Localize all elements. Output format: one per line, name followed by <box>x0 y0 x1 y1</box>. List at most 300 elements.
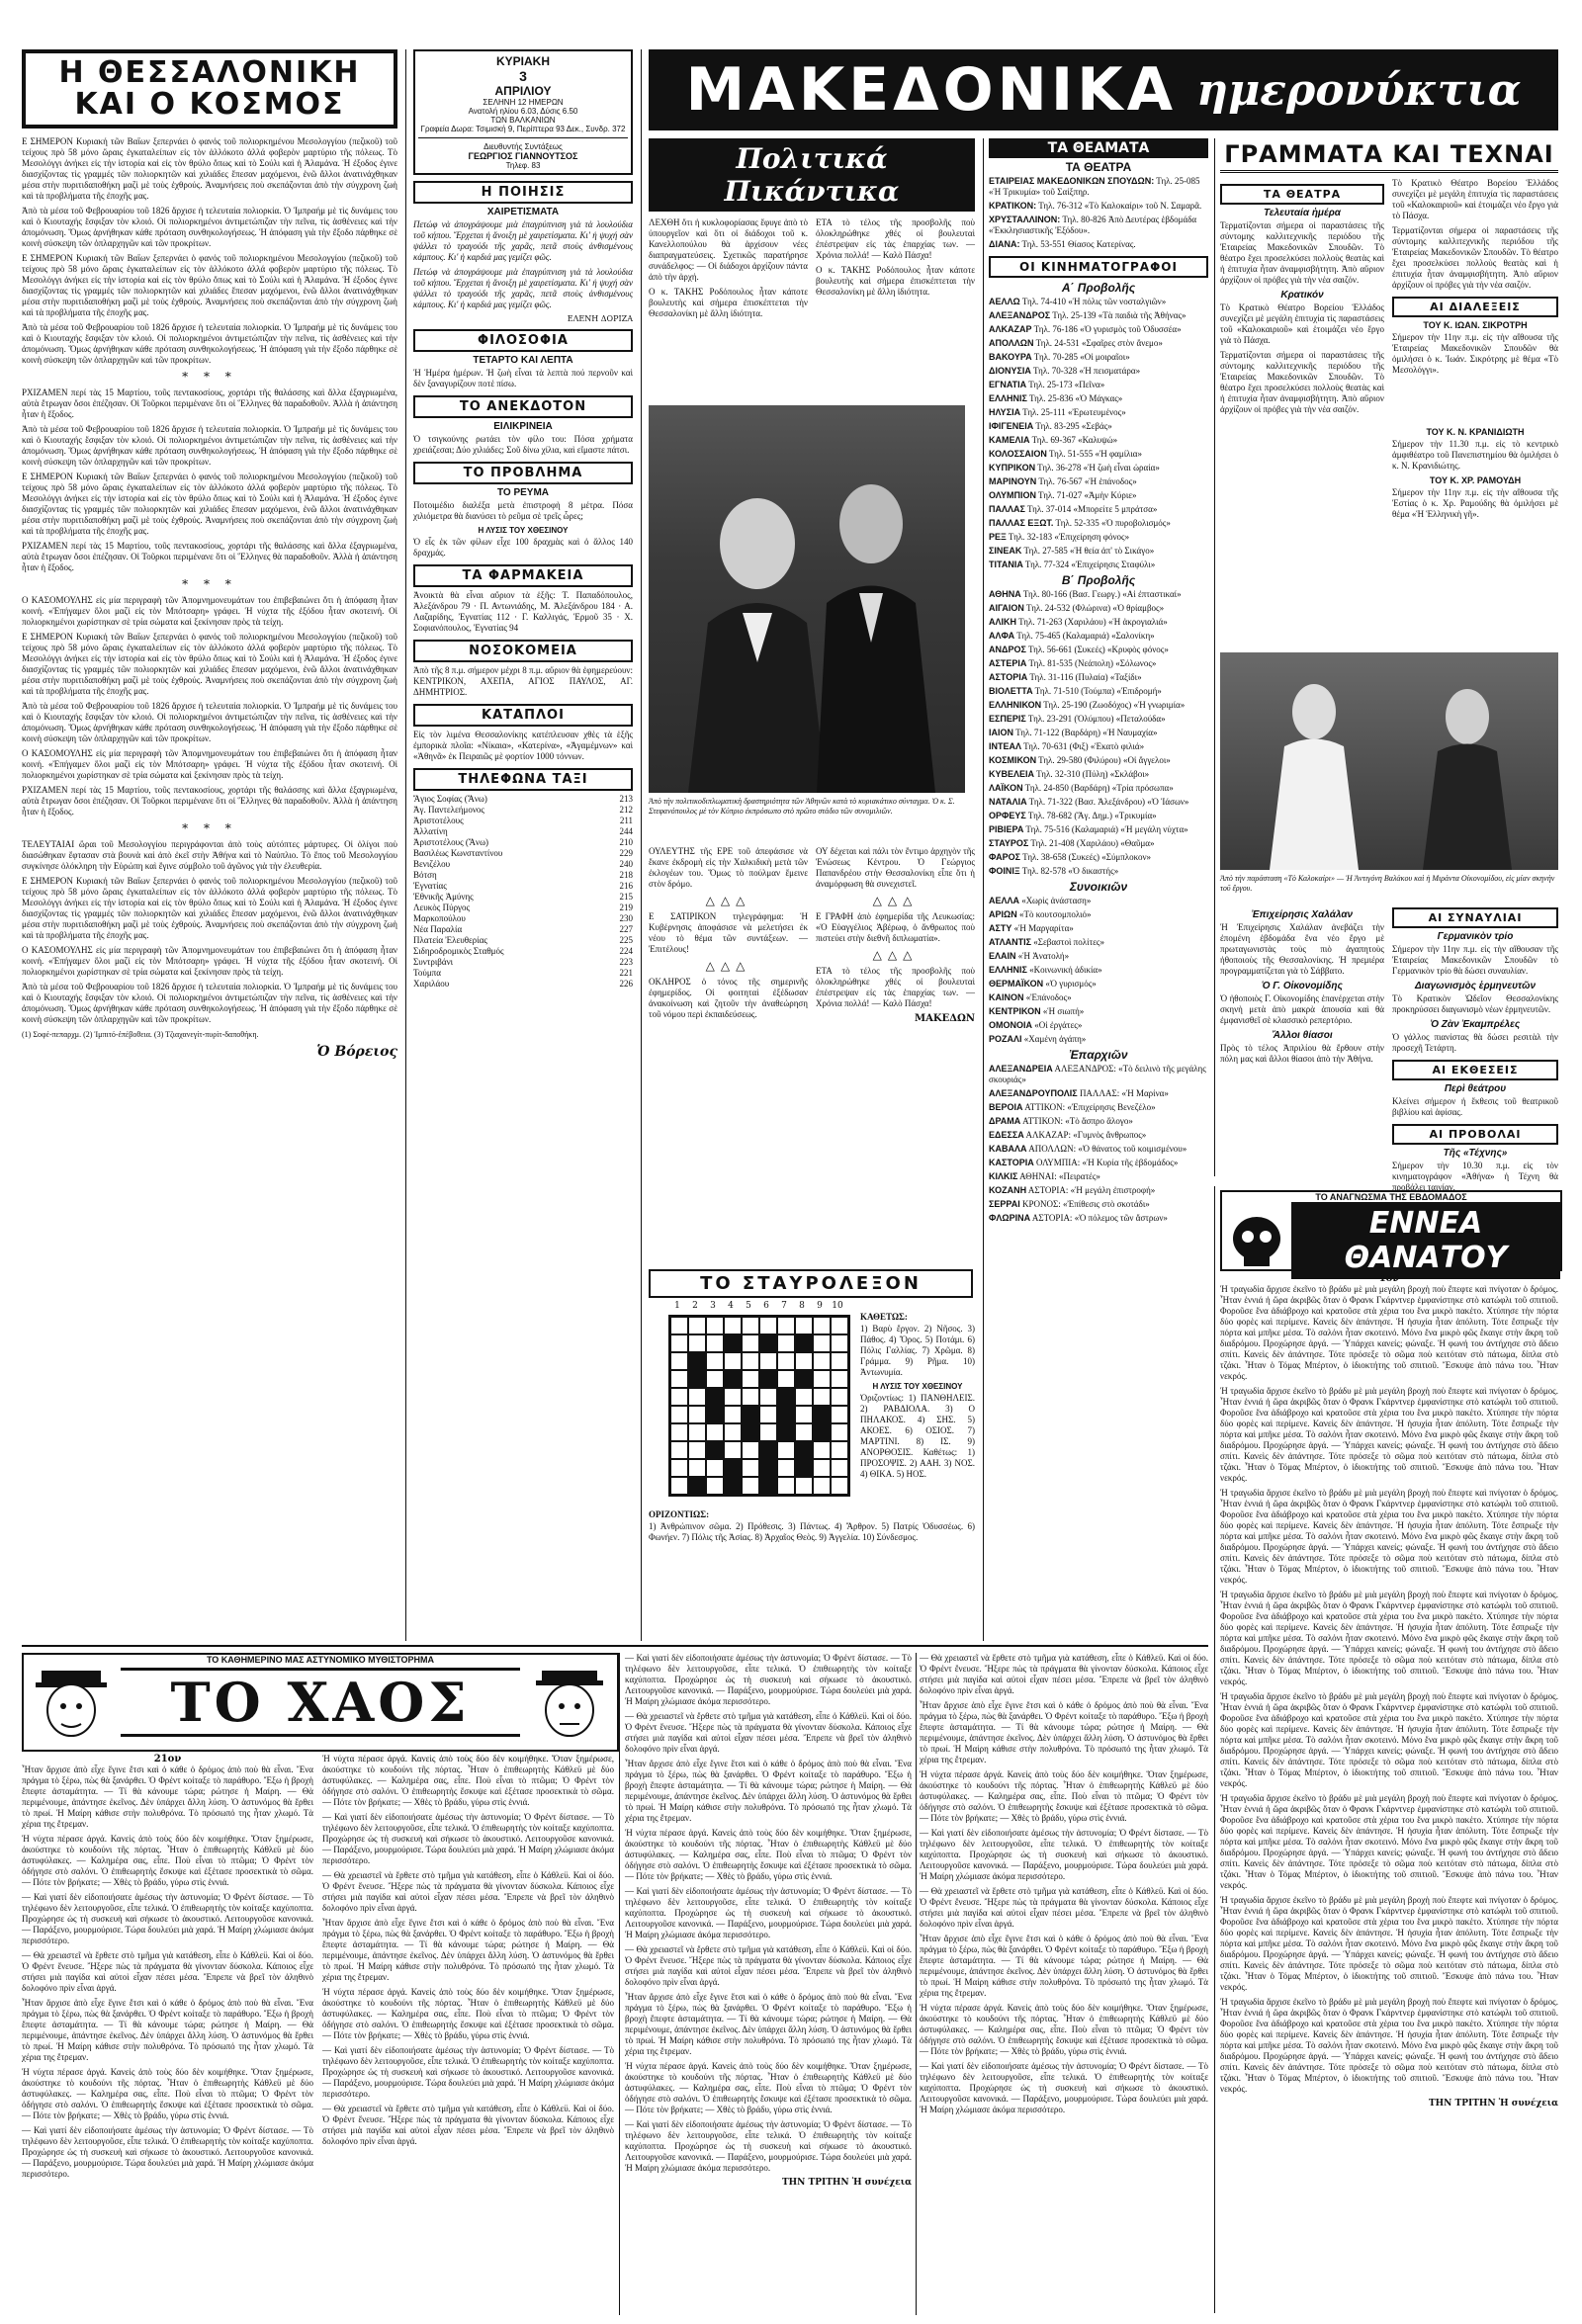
problem-body: Ποτοιμέδιο διαλέξα μετὰ ἐπιστροφὴ 8 μέτρα. Πόσα χιλιόμετρα θὰ διανύσει τὸ ρεῦμα σὲ τρεῖς ὧρες; <box>413 500 633 521</box>
crossword-cell[interactable] <box>670 1388 688 1406</box>
crossword-cell[interactable] <box>831 1388 848 1406</box>
crossword-cell[interactable] <box>759 1441 777 1459</box>
cinema-entry-details: Τηλ. 25-173 «Πεῖνα» <box>1026 380 1105 389</box>
section-header-anecdote: ΤΟ ΑΝΕΚΔΟΤΟΝ <box>413 395 633 418</box>
crossword-cell[interactable] <box>831 1334 848 1352</box>
cinema-entry-details: «Κοινωνική ἀδικία» <box>1026 965 1102 975</box>
crossword-cell[interactable] <box>670 1352 688 1370</box>
cinema-entry-name: ΚΟΖΑΝΗ <box>989 1185 1027 1195</box>
crossword-cell[interactable] <box>706 1334 724 1352</box>
crossword-cell[interactable] <box>706 1388 724 1406</box>
taxi-stand: Ἀγ. Παντελεήμονος <box>413 805 484 815</box>
cinema-entry <box>989 951 1208 962</box>
cinema-entry-details: «Χωρὶς ἀνάσταση» <box>1019 896 1092 905</box>
poem-body: Πετώφ νὰ ἀπογράψουμε μιὰ ἐπαγρύπνιση γιὰ τὰ λουλούδια τοῦ κήπου. Ἔρχεται ἡ ἄνοιξη μὲ χαιρετίσματα. Κι' ἡ ψυχή σὰν ψάλλει τὸ τραγούδι τῆς χαρᾶς, πετᾶ στοὺς ἀνθισμένους κάμπους. Κι' ἡ καρδιά μας γεμίζει φῶς. <box>413 267 633 309</box>
arts-paragraph: Ὁ ἠθοποιὸς Γ. Οἰκονομίδης ἐπανέρχεται στὴν σκηνὴ μετὰ ἀπὸ μακρὰ ἀπουσία καὶ θὰ ἐμφανισθεῖ σὲ κλασσικὸ ρεπερτόριο. <box>1220 993 1384 1025</box>
masthead-title-a: ΜΑΚΕΔΟΝΙΚΑ <box>685 55 1178 125</box>
cinema-entry-details: ΚΡΟΝΟΣ: «Ἐπίθεσις στὸ σκοτάδι» <box>1019 1199 1150 1209</box>
crossword-cell[interactable] <box>813 1406 831 1423</box>
crossword-cell[interactable] <box>670 1406 688 1423</box>
section-header-pharmacies: ΤΑ ΦΑΡΜΑΚΕΙΑ <box>413 564 633 587</box>
taxi-row <box>413 859 633 870</box>
crossword-cell[interactable] <box>706 1423 724 1441</box>
poem-subtitle: ΧΑΙΡΕΤΙΣΜΑΤΑ <box>486 207 560 217</box>
serial-left-col-c <box>625 1653 912 2315</box>
clue-label-horizontal: ΟΡΙΖΟΝΤΙΩΣ: <box>649 1509 710 1519</box>
taxi-stand: Σιδηροδρομικὸς Σταθμός <box>413 946 504 956</box>
serial-right-title: ΕΝΝΕΑ ΘΑΝΑΤΟΥ <box>1291 1202 1560 1279</box>
neighborhood-list <box>989 896 1208 1045</box>
crossword-clues-right <box>860 1305 975 1503</box>
cinema-entry <box>989 1006 1208 1017</box>
serial-paragraph: — Καὶ γιατί δὲν εἰδοποιήσατε ἀμέσως τὴν ἀστυνομία; Ὁ Φρέντ δίστασε. — Τὸ τηλέφωνο δὲν λειτουργοῦσε, εἶπε τελικά. Ὁ ἐπιθεωρητὴς τὸν κοίταξε καχύποπτα. Προχώρησε ὡς τὴ συσκευὴ καὶ σήκωσε τὸ ἀκουστικό. Λειτουργοῦσε κανονικά. — Παράξενο, μουρμούρισε. Τώρα δουλεύει μιὰ χαρά. Ἡ Μαίρη χλώμιασε ἀκόμα περισσότερο. <box>625 1886 912 1939</box>
political-paragraph: Ε ΣΑΤΙΡΙΚΟΝ τηλεγράφημα: Ἡ Κυβέρνησις ἀποφάσισε νὰ μελετήσει ἐκ νέου τὸ θέμα τῶν συντάξεων. — Ἐπιτέλους! <box>649 911 808 954</box>
crossword-cell[interactable] <box>724 1477 742 1495</box>
cinema-entry <box>989 824 1208 835</box>
crossword-cell[interactable] <box>724 1317 742 1334</box>
crossword-cell[interactable] <box>670 1477 688 1495</box>
cinema-entry <box>989 700 1208 711</box>
cinema-entry-details: «Χαμένη ἀγάπη» <box>1021 1034 1087 1044</box>
cinema-entry <box>989 686 1208 697</box>
taxi-stand: Βενιζέλου <box>413 859 451 869</box>
crossword-cell[interactable] <box>742 1406 759 1423</box>
arts-subtitle: Ἐπιχείρησις Χαλάλαν <box>1251 909 1354 920</box>
crossword-cell[interactable] <box>777 1441 795 1459</box>
crossword-cell[interactable] <box>759 1352 777 1370</box>
crossword-cell[interactable] <box>795 1352 813 1370</box>
crossword-cell[interactable] <box>742 1459 759 1477</box>
crossword-cell[interactable] <box>706 1370 724 1388</box>
cinema-entry-name: ΗΛΥΣΙΑ <box>989 407 1021 417</box>
serial-paragraph: Ἡ τραγωδία ἄρχισε ἐκεῖνο τὸ βράδυ μὲ μιὰ μεγάλη βροχὴ ποὺ ἔπεφτε καὶ πνίγοταν ὁ δρόμος. Ἦταν ἑννιά ἡ ὥρα ἀκριβῶς ὅταν ὁ Φρανκ Γκάρντνερ ἐμφανίστηκε στὸ κατώφλι τοῦ σπιτιοῦ. Φοροῦσε ἕνα ἀδιάβροχο καὶ κρατοῦσε στὰ χέρια του ἕνα μικρὸ πακέτο. Χτύπησε τὴν πόρτα δύο φορὲς καὶ περίμενε. Κανεὶς δὲν ἀπάντησε. Ἡ ἡσυχία ἦταν ἀπόλυτη. Τότε ἔσπρωξε τὴν πόρτα καὶ μπῆκε μέσα. Τὸ σαλόνι ἦταν σκοτεινό. Μόνο ἕνα μικρὸ φῶς ἔκαιγε στὴν ἄκρη τοῦ διαδρόμου. Προχώρησε ἀργά. — Ὑπάρχει κανείς; φώναξε. Ἡ φωνή του ἀντήχησε στὸ ἄδειο σπίτι. Κανεὶς δὲν ἀπάντησε. Τότε πρόσεξε τὸ σῶμα ποὺ κειτόταν στὸ πάτωμα, δίπλα στὸ τζάκι. Ἦταν ὁ Τόμας Μπέρτον, ὁ ἰδιοκτήτης τοῦ σπιτιοῦ. Ἔσκυψε ἀπὸ πάνω του. Ἦταν νεκρός. <box>1220 1386 1558 1483</box>
cinema-entry-details: ΑΠΟΛΛΩΝ: «Ὁ θάνατος τοῦ κοιμισμένου» <box>1026 1144 1187 1154</box>
crossword-cell[interactable] <box>795 1459 813 1477</box>
crossword-cell[interactable] <box>724 1352 742 1370</box>
crossword-column-number: 7 <box>781 1301 787 1311</box>
taxi-stand: Πλατεία Ἐλευθερίας <box>413 935 487 945</box>
crossword-cell[interactable] <box>813 1423 831 1441</box>
cinema-entry-details: Τηλ. 25-190 (Ζωοδόχος) «Ἡ γνωριμία» <box>1041 700 1186 710</box>
crossword-cell[interactable] <box>759 1423 777 1441</box>
cinema-entry-details: Τηλ. 80-166 (Βασ. Γεωργ.) «Αἱ ἐπταστικαί» <box>1020 589 1182 599</box>
screening-title: Τῆς «Τέχνης» <box>1443 1148 1508 1159</box>
dateline-sun: Ανατολή ηλίου 6.03, Δύσις 6.50 <box>468 107 578 116</box>
cinema-entry-name: ΔΡΑΜΑ <box>989 1116 1021 1126</box>
crossword-cell[interactable] <box>724 1370 742 1388</box>
crossword-cell[interactable] <box>759 1406 777 1423</box>
section-divider: * * * <box>182 577 237 591</box>
cinema-entry-details: Τηλ. 76-186 «Ὁ γυρισμὸς τοῦ Ὀδυσσέα» <box>1031 324 1182 334</box>
serial-paragraph: Ἡ τραγωδία ἄρχισε ἐκεῖνο τὸ βράδυ μὲ μιὰ μεγάλη βροχὴ ποὺ ἔπεφτε καὶ πνίγοταν ὁ δρόμος. Ἦταν ἑννιά ἡ ὥρα ἀκριβῶς ὅταν ὁ Φρανκ Γκάρντνερ ἐμφανίστηκε στὸ κατώφλι τοῦ σπιτιοῦ. Φοροῦσε ἕνα ἀδιάβροχο καὶ κρατοῦσε στὰ χέρια του ἕνα μικρὸ πακέτο. Χτύπησε τὴν πόρτα δύο φορὲς καὶ περίμενε. Κανεὶς δὲν ἀπάντησε. Ἡ ἡσυχία ἦταν ἀπόλυτη. Τότε ἔσπρωξε τὴν πόρτα καὶ μπῆκε μέσα. Τὸ σαλόνι ἦταν σκοτεινό. Μόνο ἕνα μικρὸ φῶς ἔκαιγε στὴν ἄκρη τοῦ διαδρόμου. Προχώρησε ἀργά. — Ὑπάρχει κανείς; φώναξε. Ἡ φωνή του ἀντήχησε στὸ ἄδειο σπίτι. Κανεὶς δὲν ἀπάντησε. Τότε πρόσεξε τὸ σῶμα ποὺ κειτόταν στὸ πάτωμα, δίπλα στὸ τζάκι. Ἦταν ὁ Τόμας Μπέρτον, ὁ ἰδιοκτήτης τοῦ σπιτιοῦ. Ἔσκυψε ἀπὸ πάνω του. Ἦταν νεκρός. <box>1220 1691 1558 1788</box>
crossword-cell[interactable] <box>795 1477 813 1495</box>
section-header-problem: ΤΟ ΠΡΟΒΛΗΜΑ <box>413 462 633 484</box>
crossword-cell[interactable] <box>777 1352 795 1370</box>
cinema-entry <box>989 490 1208 501</box>
taxi-phone: 229 <box>619 848 633 858</box>
problem-answer: Ὁ εἷς ἐκ τῶν φίλων εἶχε 100 δραχμὰς καὶ ὁ ἄλλος 140 δραχμάς. <box>413 537 633 558</box>
theater-entry <box>989 239 1208 250</box>
crossword-cell[interactable] <box>777 1477 795 1495</box>
cinema-entry <box>989 435 1208 446</box>
cinema-entry <box>989 923 1208 934</box>
crossword-cell[interactable] <box>795 1317 813 1334</box>
cinema-entry <box>989 797 1208 808</box>
crossword-cell[interactable] <box>777 1423 795 1441</box>
taxi-phone: 218 <box>619 870 633 880</box>
crossword-cell[interactable] <box>724 1423 742 1441</box>
crossword-cell[interactable] <box>706 1459 724 1477</box>
crossword-cell[interactable] <box>706 1477 724 1495</box>
cinema-entry-name: ΚΟΛΟΣΣΑΙΟΝ <box>989 449 1047 459</box>
serial-paragraph: — Καὶ γιατί δὲν εἰδοποιήσατε ἀμέσως τὴν ἀστυνομία; Ὁ Φρέντ δίστασε. — Τὸ τηλέφωνο δὲν λειτουργοῦσε, εἶπε τελικά. Ὁ ἐπιθεωρητὴς τὸν κοίταξε καχύποπτα. Προχώρησε ὡς τὴ συσκευὴ καὶ σήκωσε τὸ ἀκουστικό. Λειτουργοῦσε κανονικά. — Παράξενο, μουρμούρισε. Τώρα δουλεύει μιὰ χαρά. Ἡ Μαίρη χλώμιασε ἀκόμα περισσότερο. <box>625 1653 912 1706</box>
section-header-hospitals: ΝΟΣΟΚΟΜΕΙΑ <box>413 640 633 662</box>
cinema-entry-details: Τηλ. 71-322 (Βασ. Ἀλεξάνδρου) «Ὁ Ἰάσων» <box>1026 797 1189 807</box>
cinema-entry-details: ΑΛΕΞΑΝΔΡΟΣ: «Τὸ δειλινὸ τῆς μεγάλης σκουριάς» <box>989 1064 1206 1084</box>
crossword-cell[interactable] <box>688 1441 706 1459</box>
cinema-entry <box>989 546 1208 557</box>
crossword-cell[interactable] <box>688 1352 706 1370</box>
section-header-poem: Η ΠΟΙΗΣΙΣ <box>413 181 633 204</box>
crossword-cell[interactable] <box>688 1370 706 1388</box>
cinema-entry <box>989 352 1208 363</box>
serial-paragraph: Ἡ νύχτα πέρασε ἀργά. Κανεὶς ἀπὸ τοὺς δύο δὲν κοιμήθηκε. Ὅταν ξημέρωσε, ἀκούστηκε τὸ κουδούνι τῆς πόρτας. Ἦταν ὁ ἐπιθεωρητὴς Κάθλεϋ μὲ δύο ἀστυφύλακες. — Καλημέρα σας, εἶπε. Ποὺ εἶναι τὸ πτῶμα; Ὁ Φρέντ τὸν ὁδήγησε στὸ σαλόνι. Ὁ ἐπιθεωρητὴς ἔσκυψε καὶ ἐξέτασε προσεκτικὰ τὸ σῶμα. — Πότε τὸν βρήκατε; — Χθὲς τὸ βράδυ, γύρω στὶς ἑννιά. <box>920 2003 1208 2056</box>
cinema-entry-name: ΕΛΛΗΝΙΚΟΝ <box>989 700 1042 710</box>
crossword-cell[interactable] <box>831 1477 848 1495</box>
serial-paragraph: Ἦταν ἄρχισε ἀπὸ εἶχε ἕγινε ἕτσι καὶ ὁ κάθε ὁ δρόμος ἀπὸ ποὺ θὰ εἶναι. Ἔνα πράγμα τὸ ξέρω, πὼς θὰ ξανάρθει. Ὁ Φρέντ κοίταξε τὸ παράθυρο. Ἔξω ἡ βροχὴ ἔπεφτε ἀσταμάτητα. — Τί θὰ κάνουμε τώρα; ρώτησε ἡ Μαίρη. — Θὰ περιμένουμε, ἀπάντησε ἐκεῖνος. Δὲν ὑπάρχει ἄλλη λύση. Ὁ ἀστυνόμος θὰ ἔρθει τὸ πρωί. Ἡ Μαίρη κάθισε στὴν πολυθρόνα. Τὸ πρόσωπό της ἦταν χλωμό. Τὰ χέρια της ἔτρεμαν. <box>920 1700 1208 1765</box>
cinema-entry-details: ΑΘΗΝΑΙ: «Πειρατές» <box>1017 1171 1100 1181</box>
cinema-entry-details: «Ὁ γυρισμός» <box>1043 979 1097 989</box>
crossword-cell[interactable] <box>670 1334 688 1352</box>
crossword-cell[interactable] <box>777 1388 795 1406</box>
crossword-cell[interactable] <box>742 1423 759 1441</box>
taxi-row <box>413 957 633 968</box>
cinema-entry <box>989 937 1208 948</box>
poem-body: Πετώφ νὰ ἀπογράψουμε μιὰ ἐπαγρύπνιση γιὰ τὰ λουλούδια τοῦ κήπου. Ἔρχεται ἡ ἄνοιξη μὲ χαιρετίσματα. Κι' ἡ ψυχή σὰν ψάλλει τὸ τραγούδι τῆς χαρᾶς, πετᾶ στοὺς ἀνθισμένους κάμπους. Κι' ἡ καρδιά μας γεμίζει φῶς. <box>413 219 633 262</box>
crossword-cell[interactable] <box>742 1370 759 1388</box>
taxi-phone: 226 <box>619 979 633 989</box>
cinema-entry-details: ΑΛΚΑΖΑΡ: «Γυμνὸς ἄνθρωπος» <box>1023 1130 1147 1140</box>
crossword-column-number: 3 <box>710 1301 716 1311</box>
crossword-cell[interactable] <box>831 1441 848 1459</box>
crossword-cell[interactable] <box>759 1334 777 1352</box>
section-header-political: Πολιτικά Πικάντικα <box>649 138 975 212</box>
taxi-phone: 216 <box>619 881 633 891</box>
taxi-phone: 224 <box>619 946 633 956</box>
divider <box>418 137 628 138</box>
concert-body: Ὁ γάλλος πιανίστας θὰ δώσει ρεσιτὰλ τὴν προσεχῆ Τετάρτη. <box>1392 1032 1558 1053</box>
clue-label-vertical: ΚΑΘΕΤΩΣ: <box>860 1312 908 1322</box>
crossword-cell[interactable] <box>777 1317 795 1334</box>
column-rule <box>1214 1186 1215 2313</box>
serial-paragraph: — Καὶ γιατί δὲν εἰδοποιήσατε ἀμέσως τὴν ἀστυνομία; Ὁ Φρέντ δίστασε. — Τὸ τηλέφωνο δὲν λειτουργοῦσε, εἶπε τελικά. Ὁ ἐπιθεωρητὴς τὸν κοίταξε καχύποπτα. Προχώρησε ὡς τὴ συσκευὴ καὶ σήκωσε τὸ ἀκουστικό. Λειτουργοῦσε κανονικά. — Παράξενο, μουρμούρισε. Τώρα δουλεύει μιὰ χαρά. Ἡ Μαίρη χλώμιασε ἀκόμα περισσότερο. <box>920 2061 1208 2114</box>
crossword-numbers <box>668 1301 846 1311</box>
serial-paragraph: Ἡ τραγωδία ἄρχισε ἐκεῖνο τὸ βράδυ μὲ μιὰ μεγάλη βροχὴ ποὺ ἔπεφτε καὶ πνίγοταν ὁ δρόμος. Ἦταν ἑννιά ἡ ὥρα ἀκριβῶς ὅταν ὁ Φρανκ Γκάρντνερ ἐμφανίστηκε στὸ κατώφλι τοῦ σπιτιοῦ. Φοροῦσε ἕνα ἀδιάβροχο καὶ κρατοῦσε στὰ χέρια του ἕνα μικρὸ πακέτο. Χτύπησε τὴν πόρτα δύο φορὲς καὶ περίμενε. Κανεὶς δὲν ἀπάντησε. Ἡ ἡσυχία ἦταν ἀπόλυτη. Τότε ἔσπρωξε τὴν πόρτα καὶ μπῆκε μέσα. Τὸ σαλόνι ἦταν σκοτεινό. Μόνο ἕνα μικρὸ φῶς ἔκαιγε στὴν ἄκρη τοῦ διαδρόμου. Προχώρησε ἀργά. — Ὑπάρχει κανείς; φώναξε. Ἡ φωνή του ἀντήχησε στὸ ἄδειο σπίτι. Κανεὶς δὲν ἀπάντησε. Τότε πρόσεξε τὸ σῶμα ποὺ κειτόταν στὸ πάτωμα, δίπλα στὸ τζάκι. Ἦταν ὁ Τόμας Μπέρτον, ὁ ἰδιοκτήτης τοῦ σπιτιοῦ. Ἔσκυψε ἀπὸ πάνω του. Ἦταν νεκρός. <box>1220 1590 1558 1686</box>
cinema-entry-details: ΑΣΤΟΡΙΑ: «Ὁ πόλεμος τῶν ἄστρων» <box>1030 1213 1168 1223</box>
poet-name: ΕΛΕΝΗ ΔΟΡΙΖΑ <box>567 314 633 323</box>
crossword-cell[interactable] <box>813 1441 831 1459</box>
political-paragraph: Ο κ. ΤΑΚΗΣ Ροδόπουλος ἦταν κάποτε βουλευτὴς καὶ σήμερα ἐπισκέπτεται τὴν Θεσσαλονίκη μὲ ἄλλη ἰδιότητα. <box>816 265 975 297</box>
cinema-entry-name: ΑΣΤΥ <box>989 923 1012 933</box>
cinema-entry-details: Τηλ. 75-516 (Καλαμαριά) «Ἡ μεγάλη νύχτα» <box>1023 824 1188 834</box>
cinema-entry <box>989 909 1208 920</box>
crossword-column-number: 8 <box>799 1301 805 1311</box>
arts-paragraph: Τερματίζονται σήμερα οἱ παραστάσεις τῆς σύντομης καλλιτεχνικῆς περιόδου τῆς Ἑταιρείας Μακεδονικῶν Σπουδῶν. Τὸ θέατρο ἔχει προσελκύσει πολλοὺς θεατὰς καὶ ἡ ἐπιτυχία ἦταν ἀναμφισβήτητη. Ἀπὸ αὔριον ἀρχίζουν οἱ πρόβες γιὰ τὴν νέα σαιζόν. <box>1392 225 1558 290</box>
serial-paragraph: — Καὶ γιατί δὲν εἰδοποιήσατε ἀμέσως τὴν ἀστυνομία; Ὁ Φρέντ δίστασε. — Τὸ τηλέφωνο δὲν λειτουργοῦσε, εἶπε τελικά. Ὁ ἐπιθεωρητὴς τὸν κοίταξε καχύποπτα. Προχώρησε ὡς τὴ συσκευὴ καὶ σήκωσε τὸ ἀκουστικό. Λειτουργοῦσε κανονικά. — Παράξενο, μουρμούρισε. Τώρα δουλεύει μιὰ χαρά. Ἡ Μαίρη χλώμιασε ἀκόμα περισσότερο. <box>920 1828 1208 1881</box>
concert-body: Τὸ Κρατικὸν Ὠδεῖον Θεσσαλονίκης προκηρύσσει διαγωνισμὸ νέων ἑρμηνευτῶν. <box>1392 993 1558 1014</box>
crossword-cell[interactable] <box>759 1459 777 1477</box>
crossword-grid <box>668 1315 850 1497</box>
theater-entry <box>989 176 1208 198</box>
cinema-entry <box>989 714 1208 725</box>
theaters-list <box>989 176 1208 250</box>
cinema-entry-name: ΟΜΟΝΟΙΑ <box>989 1020 1032 1030</box>
serial-paragraph: Ἡ νύχτα πέρασε ἀργά. Κανεὶς ἀπὸ τοὺς δύο δὲν κοιμήθηκε. Ὅταν ξημέρωσε, ἀκούστηκε τὸ κουδούνι τῆς πόρτας. Ἦταν ὁ ἐπιθεωρητὴς Κάθλεϋ μὲ δύο ἀστυφύλακες. — Καλημέρα σας, εἶπε. Ποὺ εἶναι τὸ πτῶμα; Ὁ Φρέντ τὸν ὁδήγησε στὸ σαλόνι. Ὁ ἐπιθεωρητὴς ἔσκυψε καὶ ἐξέτασε προσεκτικὰ τὸ σῶμα. — Πότε τὸν βρήκατε; — Χθὲς τὸ βράδυ, γύρω στὶς ἑννιά. <box>22 2067 313 2120</box>
crossword-column-number: 1 <box>674 1301 680 1311</box>
crossword-cell[interactable] <box>813 1370 831 1388</box>
cinema-entry-name: ΣΙΝΕΑΚ <box>989 546 1022 556</box>
crossword-column-number: 2 <box>692 1301 698 1311</box>
cinema-entry-name: ΡΟΖΑΛΙ <box>989 1034 1022 1044</box>
cinema-entry <box>989 476 1208 487</box>
second-run-list <box>989 589 1208 877</box>
crossword-cell[interactable] <box>795 1370 813 1388</box>
crossword-cell[interactable] <box>831 1352 848 1370</box>
photo-figures <box>649 405 965 793</box>
taxi-list <box>413 794 633 990</box>
crossword-cell[interactable] <box>706 1352 724 1370</box>
crossword-cell[interactable] <box>724 1334 742 1352</box>
cinema-entry <box>989 838 1208 849</box>
article-paragraph: Ε ΣΗΜΕΡΟΝ Κυριακή τῶν Βαΐων ξεπερνάει ὁ φανός τοῦ πολιορκημένου Μεσολογγίου (πεζικοῦ) τοῦ τείχους πρὸ 58 μόνο ὥραις ἐγκαταλείπων εἰς τὸν ἀλλόκοτο ἀλλά φοβερὸν μαρτύριο τῆς πόλεως. Τὸ Μεσολόγγι ἀνήκει εἰς τὴν ἱστορία καὶ εἰς τὸν θρύλο ὅπως καὶ τὸ Σούλι καὶ ἡ Ἀλαμάνα. Ἡ ἐξοδος ἐγινε διασχίζοντας τὶς γραμμές τῶν πολιορκητῶν καὶ χιλιάδες ἔπεσαν μαχόμενοι, ἐνῶ ἄλλοι ἀνατινάχθηκαν μέσα στὴν πυριτιδαποθήκη μαζὶ μὲ τοὺς ἐχθρούς. Ἀναμνήσεις ποὺ σκεπάζονται ἀπὸ τὴν σύγχρονη ζωὴ καὶ τὰ προβλήματα τῆς ἐποχῆς μας. <box>22 136 397 201</box>
crossword-cell[interactable] <box>759 1477 777 1495</box>
column-5d <box>1220 907 1384 1184</box>
crossword-cell[interactable] <box>795 1334 813 1352</box>
crossword-cell[interactable] <box>813 1352 831 1370</box>
crossword-cell[interactable] <box>759 1388 777 1406</box>
crossword-cell[interactable] <box>831 1406 848 1423</box>
cinema-entry <box>989 421 1208 432</box>
cinema-entry-name: ΕΛΛΗΝΙΣ <box>989 965 1027 975</box>
cinema-entry-name: ΙΦΙΓΕΝΕΙΑ <box>989 421 1034 431</box>
footnote: (1) Σοφέ-πεπαρχμ. (2) Ἱμπιτό-ἐπέβοθεια. (3) Τζιαχανεγίτ-πυρὶτ-δαποθήκη. <box>22 1030 259 1039</box>
crossword-cell[interactable] <box>706 1406 724 1423</box>
crossword-cell[interactable] <box>759 1370 777 1388</box>
cinema-entry <box>989 324 1208 335</box>
lecture-body: Σήμερον τὴν 11ην π.μ. εἰς τὴν αἴθουσα τῆς Ἑταιρείας Μακεδονικῶν Σπουδῶν θὰ ὁμιλήσει ὁ κ. Ἰωάν. Σικρότρης μὲ θέμα «Τὸ Μεσολόγγι». <box>1392 332 1558 375</box>
taxi-phone: 244 <box>619 826 633 836</box>
provinces-list <box>989 1064 1208 1224</box>
arts-paragraph: Ἡ Ἐπιχείρησις Χαλάλαν ἀνεβάζει τὴν ἐπομένη ἑβδομάδα ἕνα νέο ἔργο μὲ πρωταγωνιστὰς τοὺς πιὸ ἀγαπητοὺς ἠθοποιοὺς τῆς Θεσσαλονίκης. Ἡ πρεμιέρα προγραμματίζεται γιὰ τὸ Σάββατο. <box>1220 922 1384 976</box>
photo-figures <box>1220 652 1558 870</box>
cinema-entry-name: ΚΟΣΜΙΚΟΝ <box>989 755 1037 765</box>
serial-left-number: 21ον <box>153 1754 182 1765</box>
serial-paragraph: Ἦταν ἄρχισε ἀπὸ εἶχε ἕγινε ἕτσι καὶ ὁ κάθε ὁ δρόμος ἀπὸ ποὺ θὰ εἶναι. Ἔνα πράγμα τὸ ξέρω, πὼς θὰ ξανάρθει. Ὁ Φρέντ κοίταξε τὸ παράθυρο. Ἔξω ἡ βροχὴ ἔπεφτε ἀσταμάτητα. — Τί θὰ κάνουμε τώρα; ρώτησε ἡ Μαίρη. — Θὰ περιμένουμε, ἀπάντησε ἐκεῖνος. Δὲν ὑπάρχει ἄλλη λύση. Ὁ ἀστυνόμος θὰ ἔρθει τὸ πρωί. Ἡ Μαίρη κάθισε στὴν πολυθρόνα. Τὸ πρόσωπό της ἦταν χλωμό. Τὰ χέρια της ἔτρεμαν. <box>625 1759 912 1823</box>
crossword-cell[interactable] <box>777 1406 795 1423</box>
cinema-entry-details: Τηλ. 25-139 «Τὰ παιδιὰ τῆς Ἀθήνας» <box>1050 310 1186 320</box>
cinema-entry-name: ΕΓΝΑΤΙΑ <box>989 380 1027 389</box>
crossword-cell[interactable] <box>742 1334 759 1352</box>
crossword-cell[interactable] <box>742 1441 759 1459</box>
taxi-phone: 240 <box>619 859 633 869</box>
crossword-cell[interactable] <box>831 1317 848 1334</box>
crossword-cell[interactable] <box>688 1406 706 1423</box>
crossword-cell[interactable] <box>795 1423 813 1441</box>
crossword-cell[interactable] <box>813 1459 831 1477</box>
crossword-cell[interactable] <box>724 1406 742 1423</box>
crossword-cell[interactable] <box>813 1477 831 1495</box>
serial-right-continued: ΤΗΝ ΤΡΙΤΗΝ Ἡ συνέχεια <box>1428 2099 1558 2109</box>
crossword-cell[interactable] <box>742 1388 759 1406</box>
dateline-office-address: Γραφεία Δωρα: Τσιμισκή 9, Περίπτερα 93 Δεκ., Συνδρ. 372 <box>420 125 626 133</box>
cinema-entry-details: «Ἐπάνοδος» <box>1023 992 1072 1002</box>
problem-subtitle: ΤΟ ΡΕΥΜΑ <box>496 487 550 498</box>
article-paragraph: Ε ΣΗΜΕΡΟΝ Κυριακή τῶν Βαΐων ξεπερνάει ὁ φανός τοῦ πολιορκημένου Μεσολογγίου (πεζικοῦ) τοῦ τείχους πρὸ 58 μόνο ὥραις ἐγκαταλείπων εἰς τὸν ἀλλόκοτο ἀλλά φοβερὸν μαρτύριο τῆς πόλεως. Τὸ Μεσολόγγι ἀνήκει εἰς τὴν ἱστορία καὶ εἰς τὸν θρύλο ὅπως καὶ τὸ Σούλι καὶ ἡ Ἀλαμάνα. Ἡ ἐξοδος ἐγινε διασχίζοντας τὶς γραμμές τῶν πολιορκητῶν καὶ χιλιάδες ἔπεσαν μαχόμενοι, ἐνῶ ἄλλοι ἀνατινάχθηκαν μέσα στὴν πυριτιδαποθήκη μαζὶ μὲ τοὺς ἐχθρούς. Ἀναμνήσεις ποὺ σκεπάζονται ἀπὸ τὴν σύγχρονη ζωὴ καὶ τὰ προβλήματα τῆς ἐποχῆς μας. <box>22 472 397 536</box>
politicians-photo <box>649 405 965 793</box>
article-paragraph: Ο ΚΑΣΟΜΟΥΛΗΣ εἰς μία περιγραφὴ τῶν Ἀπομνημονευμάτων του ἐπιβεβαιώνει ὅτι ἡ ἀπόφαση ἦταν κοινή. «Ἐπήγαμεν ὅλοι μαζὶ εἰς τὸν Μπότσαρη» γράφει. Ἡ νύχτα τῆς ἐξόδου ἦταν σκοτεινή. Οἱ πολιορκημένοι χωρίστηκαν σὲ τρία σώματα καὶ ξεκίνησαν πρὸς τὰ τείχη. <box>22 945 397 977</box>
crossword-cell[interactable] <box>742 1352 759 1370</box>
cinema-entry-details: «Ἡ Μαργαρίτα» <box>1011 923 1074 933</box>
crossword-cell[interactable] <box>831 1370 848 1388</box>
masthead-title-b: ημερονύκτια <box>1196 64 1522 116</box>
crossword-cell[interactable] <box>795 1406 813 1423</box>
crossword-cell[interactable] <box>706 1317 724 1334</box>
crossword-cell[interactable] <box>813 1388 831 1406</box>
crossword-cell[interactable] <box>688 1459 706 1477</box>
crossword-cell[interactable] <box>777 1459 795 1477</box>
serial-paragraph: Ἡ νύχτα πέρασε ἀργά. Κανεὶς ἀπὸ τοὺς δύο δὲν κοιμήθηκε. Ὅταν ξημέρωσε, ἀκούστηκε τὸ κουδούνι τῆς πόρτας. Ἦταν ὁ ἐπιθεωρητὴς Κάθλεϋ μὲ δύο ἀστυφύλακες. — Καλημέρα σας, εἶπε. Ποὺ εἶναι τὸ πτῶμα; Ὁ Φρέντ τὸν ὁδήγησε στὸ σαλόνι. Ὁ ἐπιθεωρητὴς ἔσκυψε καὶ ἐξέτασε προσεκτικὰ τὸ σῶμα. — Πότε τὸν βρήκατε; — Χθὲς τὸ βράδυ, γύρω στὶς ἑννιά. <box>625 2061 912 2114</box>
crossword-cell[interactable] <box>724 1388 742 1406</box>
serial-paragraph: — Θὰ χρειαστεῖ νὰ ἔρθετε στὸ τμῆμα γιὰ κατάθεση, εἶπε ὁ Κάθλεϋ. Καὶ οἱ δύο. Ὁ Φρέντ ἔνευσε. Ἤξερε πὼς τὰ πράγματα θὰ γίνονταν δύσκολα. Κάποιος εἶχε στήσει μιὰ παγίδα καὶ αὐτοὶ εἶχαν πέσει μέσα. Ἔπρεπε νὰ βρεῖ τὸν ἀληθινὸ δολοφόνο πρὶν εἶναι ἀργά. <box>322 1870 614 1913</box>
cinema-entry-details: Τηλ. 38-658 (Συκεές) «Σύμπλοκον» <box>1020 852 1152 862</box>
serial-paragraph: Ἡ νύχτα πέρασε ἀργά. Κανεὶς ἀπὸ τοὺς δύο δὲν κοιμήθηκε. Ὅταν ξημέρωσε, ἀκούστηκε τὸ κουδούνι τῆς πόρτας. Ἦταν ὁ ἐπιθεωρητὴς Κάθλεϋ μὲ δύο ἀστυφύλακες. — Καλημέρα σας, εἶπε. Ποὺ εἶναι τὸ πτῶμα; Ὁ Φρέντ τὸν ὁδήγησε στὸ σαλόνι. Ὁ ἐπιθεωρητὴς ἔσκυψε καὶ ἐξέτασε προσεκτικὰ τὸ σῶμα. — Πότε τὸν βρήκατε; — Χθὲς τὸ βράδυ, γύρω στὶς ἑννιά. <box>625 1828 912 1881</box>
serial-paragraph: — Θὰ χρειαστεῖ νὰ ἔρθετε στὸ τμῆμα γιὰ κατάθεση, εἶπε ὁ Κάθλεϋ. Καὶ οἱ δύο. Ὁ Φρέντ ἔνευσε. Ἤξερε πὼς τὰ πράγματα θὰ γίνονταν δύσκολα. Κάποιος εἶχε στήσει μιὰ παγίδα καὶ αὐτοὶ εἶχαν πέσει μέσα. Ἔπρεπε νὰ βρεῖ τὸν ἀληθινὸ δολοφόνο πρὶν εἶναι ἀργά. <box>322 2104 614 2146</box>
cinema-entry <box>989 310 1208 321</box>
article-paragraph: ΡΧΙΖΑΜΕΝ περί τὰς 15 Μαρτίου, τοῦς πεντακοσίους, χορτάρι τῆς θαλάσσης καὶ ἄλλα ἐξαγριωμένα, αὐτὰ ἔτρωγαν ὅσοι ἐπέζησαν. Οἱ Τοῦρκοι περιμένανε ὅτι οἱ Ἕλληνες θὰ παραδοθοῦν. Ἀλλὰ ἡ ἀπάντηση ἦταν ἡ ἔξοδος. <box>22 541 397 572</box>
cinema-entry <box>989 896 1208 906</box>
concert-title: Γερμανικὸν τρίο <box>1437 931 1514 942</box>
arts-paragraph: Τὸ Κρατικὸ Θέατρο Βορείου Ἑλλάδος συνεχίζει μὲ μεγάλη ἐπιτυχία τὶς παραστάσεις τοῦ «Καλοκαιριοῦ» καὶ ἑτοιμάζει νέο ἔργο γιὰ τὸ Πάσχα. <box>1220 302 1384 345</box>
crossword-cell[interactable] <box>759 1317 777 1334</box>
article-paragraph: Ἀπὸ τὰ μέσα τοῦ Φεβρουαρίου τοῦ 1826 ἄρχισε ἡ τελευταία πολιορκία. Ὁ Ἰμπραήμ μὲ τὶς δυνάμεις του καὶ ὁ Κιουταχής ἔσφιξαν τὸν κλοιό. Οἱ πολιορκημένοι ἀντιμετώπιζαν τὴν πεῖνα, τὶς ἀσθένειες καὶ τὴν ἀπομόνωση. Ὅμως ἀρνήθηκαν κάθε πρόταση συνθηκολογήσεως. Ἡ ἀπόφαση γιὰ τὴν ἔξοδο πάρθηκε σὲ κοινὴ σύσκεψη τῶν ὁπλαρχηγῶν καὶ τῶν προκρίτων. <box>22 424 397 467</box>
taxi-row <box>413 935 633 946</box>
crossword-cell[interactable] <box>688 1423 706 1441</box>
crossword-cell[interactable] <box>706 1441 724 1459</box>
crossword-cell[interactable] <box>688 1317 706 1334</box>
theaters-subtitle: ΤΑ ΘΕΑΤΡΑ <box>1065 160 1132 174</box>
cinema-entry-name: ΑΙΓΑΙΟΝ <box>989 603 1024 613</box>
crossword-cell[interactable] <box>670 1317 688 1334</box>
article-paragraph: Ἀπὸ τὰ μέσα τοῦ Φεβρουαρίου τοῦ 1826 ἄρχισε ἡ τελευταία πολιορκία. Ὁ Ἰμπραήμ μὲ τὶς δυνάμεις του καὶ ὁ Κιουταχής ἔσφιξαν τὸν κλοιό. Οἱ πολιορκημένοι ἀντιμετώπιζαν τὴν πεῖνα, τὶς ἀσθένειες καὶ τὴν ἀπομόνωση. Ὅμως ἀρνήθηκαν κάθε πρόταση συνθηκολογήσεως. Ἡ ἀπόφαση γιὰ τὴν ἔξοδο πάρθηκε σὲ κοινὴ σύσκεψη τῶν ὁπλαρχηγῶν καὶ τῶν προκρίτων. <box>22 206 397 248</box>
dateline-month: ΑΠΡΙΛΙΟΥ <box>494 84 552 98</box>
crossword-cell[interactable] <box>813 1317 831 1334</box>
serial-paragraph: Ἦταν ἄρχισε ἀπὸ εἶχε ἕγινε ἕτσι καὶ ὁ κάθε ὁ δρόμος ἀπὸ ποὺ θὰ εἶναι. Ἔνα πράγμα τὸ ξέρω, πὼς θὰ ξανάρθει. Ὁ Φρέντ κοίταξε τὸ παράθυρο. Ἔξω ἡ βροχὴ ἔπεφτε ἀσταμάτητα. — Τί θὰ κάνουμε τώρα; ρώτησε ἡ Μαίρη. — Θὰ περιμένουμε, ἀπάντησε ἐκεῖνος. Δὲν ὑπάρχει ἄλλη λύση. Ὁ ἀστυνόμος θὰ ἔρθει τὸ πρωί. Ἡ Μαίρη κάθισε στὴν πολυθρόνα. Τὸ πρόσωπό της ἦταν χλωμό. Τὰ χέρια της ἔτρεμαν. <box>920 1934 1208 1998</box>
serial-paragraph: Ἡ τραγωδία ἄρχισε ἐκεῖνο τὸ βράδυ μὲ μιὰ μεγάλη βροχὴ ποὺ ἔπεφτε καὶ πνίγοταν ὁ δρόμος. Ἦταν ἑννιά ἡ ὥρα ἀκριβῶς ὅταν ὁ Φρανκ Γκάρντνερ ἐμφανίστηκε στὸ κατώφλι τοῦ σπιτιοῦ. Φοροῦσε ἕνα ἀδιάβροχο καὶ κρατοῦσε στὰ χέρια του ἕνα μικρὸ πακέτο. Χτύπησε τὴν πόρτα δύο φορὲς καὶ περίμενε. Κανεὶς δὲν ἀπάντησε. Ἡ ἡσυχία ἦταν ἀπόλυτη. Τότε ἔσπρωξε τὴν πόρτα καὶ μπῆκε μέσα. Τὸ σαλόνι ἦταν σκοτεινό. Μόνο ἕνα μικρὸ φῶς ἔκαιγε στὴν ἄκρη τοῦ διαδρόμου. Προχώρησε ἀργά. — Ὑπάρχει κανείς; φώναξε. Ἡ φωνή του ἀντήχησε στὸ ἄδειο σπίτι. Κανεὶς δὲν ἀπάντησε. Τότε πρόσεξε τὸ σῶμα ποὺ κειτόταν στὸ πάτωμα, δίπλα στὸ τζάκι. Ἦταν ὁ Τόμας Μπέρτον, ὁ ἰδιοκτήτης τοῦ σπιτιοῦ. Ἔσκυψε ἀπὸ πάνω του. Ἦταν νεκρός. <box>1220 1895 1558 1992</box>
serial-paragraph: — Θὰ χρειαστεῖ νὰ ἔρθετε στὸ τμῆμα γιὰ κατάθεση, εἶπε ὁ Κάθλεϋ. Καὶ οἱ δύο. Ὁ Φρέντ ἔνευσε. Ἤξερε πὼς τὰ πράγματα θὰ γίνονταν δύσκολα. Κάποιος εἶχε στήσει μιὰ παγίδα καὶ αὐτοὶ εἶχαν πέσει μέσα. Ἔπρεπε νὰ βρεῖ τὸν ἀληθινὸ δολοφόνο πρὶν εἶναι ἀργά. <box>22 1950 313 1993</box>
cinema-entry-name: ΡΕΞ <box>989 532 1007 542</box>
crossword-cell[interactable] <box>670 1441 688 1459</box>
column-1 <box>22 49 397 1631</box>
crossword-cell[interactable] <box>688 1388 706 1406</box>
crossword-cell[interactable] <box>831 1423 848 1441</box>
article-paragraph: Ε ΣΗΜΕΡΟΝ Κυριακή τῶν Βαΐων ξεπερνάει ὁ φανός τοῦ πολιορκημένου Μεσολογγίου (πεζικοῦ) τοῦ τείχους πρὸ 58 μόνο ὥραις ἐγκαταλείπων εἰς τὸν ἀλλόκοτο ἀλλά φοβερὸν μαρτύριο τῆς πόλεως. Τὸ Μεσολόγγι ἀνήκει εἰς τὴν ἱστορία καὶ εἰς τὸν θρύλο ὅπως καὶ τὸ Σούλι καὶ ἡ Ἀλαμάνα. Ἡ ἐξοδος ἐγινε διασχίζοντας τὶς γραμμές τῶν πολιορκητῶν καὶ χιλιάδες ἔπεσαν μαχόμενοι, ἐνῶ ἄλλοι ἀνατινάχθηκαν μέσα στὴν πυριτιδαποθήκη μαζὶ μὲ τοὺς ἐχθρούς. Ἀναμνήσεις ποὺ σκεπάζονται ἀπὸ τὴν σύγχρονη ζωὴ καὶ τὰ προβλήματα τῆς ἐποχῆς μας. <box>22 876 397 940</box>
cinema-entry <box>989 504 1208 515</box>
taxi-stand: Λευκὸς Πύργος <box>413 903 471 912</box>
column-rule <box>916 1653 917 2315</box>
crossword-cell[interactable] <box>777 1334 795 1352</box>
serial-paragraph: Ἡ τραγωδία ἄρχισε ἐκεῖνο τὸ βράδυ μὲ μιὰ μεγάλη βροχὴ ποὺ ἔπεφτε καὶ πνίγοταν ὁ δρόμος. Ἦταν ἑννιά ἡ ὥρα ἀκριβῶς ὅταν ὁ Φρανκ Γκάρντνερ ἐμφανίστηκε στὸ κατώφλι τοῦ σπιτιοῦ. Φοροῦσε ἕνα ἀδιάβροχο καὶ κρατοῦσε στὰ χέρια του ἕνα μικρὸ πακέτο. Χτύπησε τὴν πόρτα δύο φορὲς καὶ περίμενε. Κανεὶς δὲν ἀπάντησε. Ἡ ἡσυχία ἦταν ἀπόλυτη. Τότε ἔσπρωξε τὴν πόρτα καὶ μπῆκε μέσα. Τὸ σαλόνι ἦταν σκοτεινό. Μόνο ἕνα μικρὸ φῶς ἔκαιγε στὴν ἄκρη τοῦ διαδρόμου. Προχώρησε ἀργά. — Ὑπάρχει κανείς; φώναξε. Ἡ φωνή του ἀντήχησε στὸ ἄδειο σπίτι. Κανεὶς δὲν ἀπάντησε. Τότε πρόσεξε τὸ σῶμα ποὺ κειτόταν στὸ πάτωμα, δίπλα στὸ τζάκι. Ἦταν ὁ Τόμας Μπέρτον, ὁ ἰδιοκτήτης τοῦ σπιτιοῦ. Ἔσκυψε ἀπὸ πάνω του. Ἦταν νεκρός. <box>1220 1997 1558 2094</box>
cinema-entry-name: ΕΛΑΙΝ <box>989 951 1016 961</box>
crossword-cell[interactable] <box>724 1459 742 1477</box>
crossword-cell[interactable] <box>795 1441 813 1459</box>
serial-paragraph: — Καὶ γιατί δὲν εἰδοποιήσατε ἀμέσως τὴν ἀστυνομία; Ὁ Φρέντ δίστασε. — Τὸ τηλέφωνο δὲν λειτουργοῦσε, εἶπε τελικά. Ὁ ἐπιθεωρητὴς τὸν κοίταξε καχύποπτα. Προχώρησε ὡς τὴ συσκευὴ καὶ σήκωσε τὸ ἀκουστικό. Λειτουργοῦσε κανονικά. — Παράξενο, μουρμούρισε. Τώρα δουλεύει μιὰ χαρά. Ἡ Μαίρη χλώμιασε ἀκόμα περισσότερο. <box>322 2045 614 2099</box>
crossword-cell[interactable] <box>813 1334 831 1352</box>
article-paragraph: ΤΕΛΕΥΤΑΙΑΙ ὥραι τοῦ Μεσολογγίου περιγράφονται ἀπὸ τοὺς αὐτόπτες μάρτυρες. Οἱ ὀλίγοι ποὺ διασώθηκαν ἔφτασαν στὰ βουνὰ καὶ ἀπὸ ἐκεῖ στὴν Ἀθήνα καὶ τὸ Ναύπλιο. Τὸ ἔπος τοῦ Μεσολογγίου συγκίνησε ὁλόκληρη τὴν Εὐρώπη καὶ ἔγινε σύμβολο τοῦ ἀγῶνος γιὰ τὴν ἐλευθερία. <box>22 839 397 871</box>
crossword-cell[interactable] <box>670 1370 688 1388</box>
serial-left-banner <box>22 1653 619 1752</box>
crossword-cell[interactable] <box>670 1459 688 1477</box>
first-run-label: Α΄ Προβολῆς <box>1061 281 1136 295</box>
cinema-entry-details: Τηλ. 36-278 «Ἡ ζωὴ εἶναι ὡραία» <box>1035 463 1160 473</box>
section-divider: △△△ <box>705 959 751 973</box>
cinema-entry-name: ΟΡΦΕΥΣ <box>989 811 1026 820</box>
column-rule <box>983 138 984 1641</box>
lecture-title: ΤΟΥ Κ. ΧΡ. ΡΑΜΟΥΔΗ <box>1429 475 1522 485</box>
cinema-entry-details: Τηλ. 21-408 (Χαριλάου) «Θαῦμα» <box>1028 838 1155 848</box>
taxi-row <box>413 848 633 859</box>
political-paragraph: ΟΥ δέχεται καὶ πάλι τὸν ἔντιμο ἀρχηγὸν τῆς Ἑνώσεως Κέντρου. Ὁ Γεώργιος Παπανδρέου στὴν Θεσσαλονίκη εἶπε ὅτι ἡ ἀναμόρφωση θὰ συνεχιστεῖ. <box>816 846 975 889</box>
signature: Ὁ Βόρειος <box>316 1044 397 1060</box>
crossword-cell[interactable] <box>742 1317 759 1334</box>
serial-paragraph: Ἡ τραγωδία ἄρχισε ἐκεῖνο τὸ βράδυ μὲ μιὰ μεγάλη βροχὴ ποὺ ἔπεφτε καὶ πνίγοταν ὁ δρόμος. Ἦταν ἑννιά ἡ ὥρα ἀκριβῶς ὅταν ὁ Φρανκ Γκάρντνερ ἐμφανίστηκε στὸ κατώφλι τοῦ σπιτιοῦ. Φοροῦσε ἕνα ἀδιάβροχο καὶ κρατοῦσε στὰ χέρια του ἕνα μικρὸ πακέτο. Χτύπησε τὴν πόρτα δύο φορὲς καὶ περίμενε. Κανεὶς δὲν ἀπάντησε. Ἡ ἡσυχία ἦταν ἀπόλυτη. Τότε ἔσπρωξε τὴν πόρτα καὶ μπῆκε μέσα. Τὸ σαλόνι ἦταν σκοτεινό. Μόνο ἕνα μικρὸ φῶς ἔκαιγε στὴν ἄκρη τοῦ διαδρόμου. Προχώρησε ἀργά. — Ὑπάρχει κανείς; φώναξε. Ἡ φωνή του ἀντήχησε στὸ ἄδειο σπίτι. Κανεὶς δὲν ἀπάντησε. Τότε πρόσεξε τὸ σῶμα ποὺ κειτόταν στὸ πάτωμα, δίπλα στὸ τζάκι. Ἦταν ὁ Τόμας Μπέρτον, ὁ ἰδιοκτήτης τοῦ σπιτιοῦ. Ἔσκυψε ἀπὸ πάνω του. Ἦταν νεκρός. <box>1220 1284 1558 1381</box>
taxi-phone: 213 <box>619 794 633 804</box>
section-header-lectures: ΑΙ ΔΙΑΛΕΞΕΙΣ <box>1392 297 1558 317</box>
column-4 <box>989 138 1208 1641</box>
section-header-concerts: ΑΙ ΣΥΝΑΥΛΙΑΙ <box>1392 907 1558 928</box>
cinema-entry <box>989 728 1208 738</box>
cinema-entry-details: Τηλ. 56-661 (Συκεές) «Κρυφὸς φόνος» <box>1025 645 1169 654</box>
crossword-cell[interactable] <box>670 1423 688 1441</box>
cinema-entry-details: Τηλ. 71-510 (Τούμπα) «Ἐπιδρομή» <box>1032 686 1162 696</box>
cinema-entry-details: Τηλ. 27-585 «Ἡ θεία ἀπ' τὸ Σικάγο» <box>1021 546 1155 556</box>
crossword-cell[interactable] <box>688 1334 706 1352</box>
cinema-entry <box>989 1088 1208 1099</box>
serial-right-banner <box>1220 1190 1562 1275</box>
theater-entry-name: ΕΤΑΙΡΕΙΑΣ ΜΑΚΕΔΟΝΙΚΩΝ ΣΠΟΥΔΩΝ: <box>989 176 1155 186</box>
section-divider: △△△ <box>872 894 919 907</box>
cinema-entry <box>989 1158 1208 1168</box>
cinema-entry <box>989 1064 1208 1085</box>
header-line-2: ΚΑΙ Ο ΚΟΣΜΟΣ <box>74 87 345 122</box>
taxi-stand: Ἀλλατίνη <box>413 826 448 836</box>
crossword-cell[interactable] <box>795 1388 813 1406</box>
column-rule <box>641 49 642 1641</box>
cinema-entry <box>989 965 1208 976</box>
taxi-phone: 225 <box>619 935 633 945</box>
taxi-row <box>413 903 633 913</box>
crossword-cell[interactable] <box>831 1459 848 1477</box>
cinema-entry-name: ΚΑΜΕΛΙΑ <box>989 435 1030 445</box>
serial-paragraph: Ἡ νύχτα πέρασε ἀργά. Κανεὶς ἀπὸ τοὺς δύο δὲν κοιμήθηκε. Ὅταν ξημέρωσε, ἀκούστηκε τὸ κουδούνι τῆς πόρτας. Ἦταν ὁ ἐπιθεωρητὴς Κάθλεϋ μὲ δύο ἀστυφύλακες. — Καλημέρα σας, εἶπε. Ποὺ εἶναι τὸ πτῶμα; Ὁ Φρέντ τὸν ὁδήγησε στὸ σαλόνι. Ὁ ἐπιθεωρητὴς ἔσκυψε καὶ ἐξέτασε προσεκτικὰ τὸ σῶμα. — Πότε τὸν βρήκατε; — Χθὲς τὸ βράδυ, γύρω στὶς ἑννιά. <box>22 1834 313 1887</box>
serial-paragraph: — Θὰ χρειαστεῖ νὰ ἔρθετε στὸ τμῆμα γιὰ κατάθεση, εἶπε ὁ Κάθλεϋ. Καὶ οἱ δύο. Ὁ Φρέντ ἔνευσε. Ἤξερε πὼς τὰ πράγματα θὰ γίνονταν δύσκολα. Κάποιος εἶχε στήσει μιὰ παγίδα καὶ αὐτοὶ εἶχαν πέσει μέσα. Ἔπρεπε νὰ βρεῖ τὸν ἀληθινὸ δολοφόνο πρὶν εἶναι ἀργά. <box>920 1653 1208 1695</box>
serial-right-kicker: ΤΟ ΑΝΑΓΝΩΣΜΑ ΤΗΣ ΕΒΔΟΜΑΔΟΣ <box>1315 1192 1467 1202</box>
crossword-cell[interactable] <box>724 1441 742 1459</box>
crossword-cell[interactable] <box>742 1477 759 1495</box>
crossword-cell[interactable] <box>777 1370 795 1388</box>
cinema-entry-name: ΦΛΩΡΙΝΑ <box>989 1213 1031 1223</box>
cinema-entry-name: ΑΕΛΛΑ <box>989 896 1020 905</box>
crossword-cell[interactable] <box>688 1477 706 1495</box>
